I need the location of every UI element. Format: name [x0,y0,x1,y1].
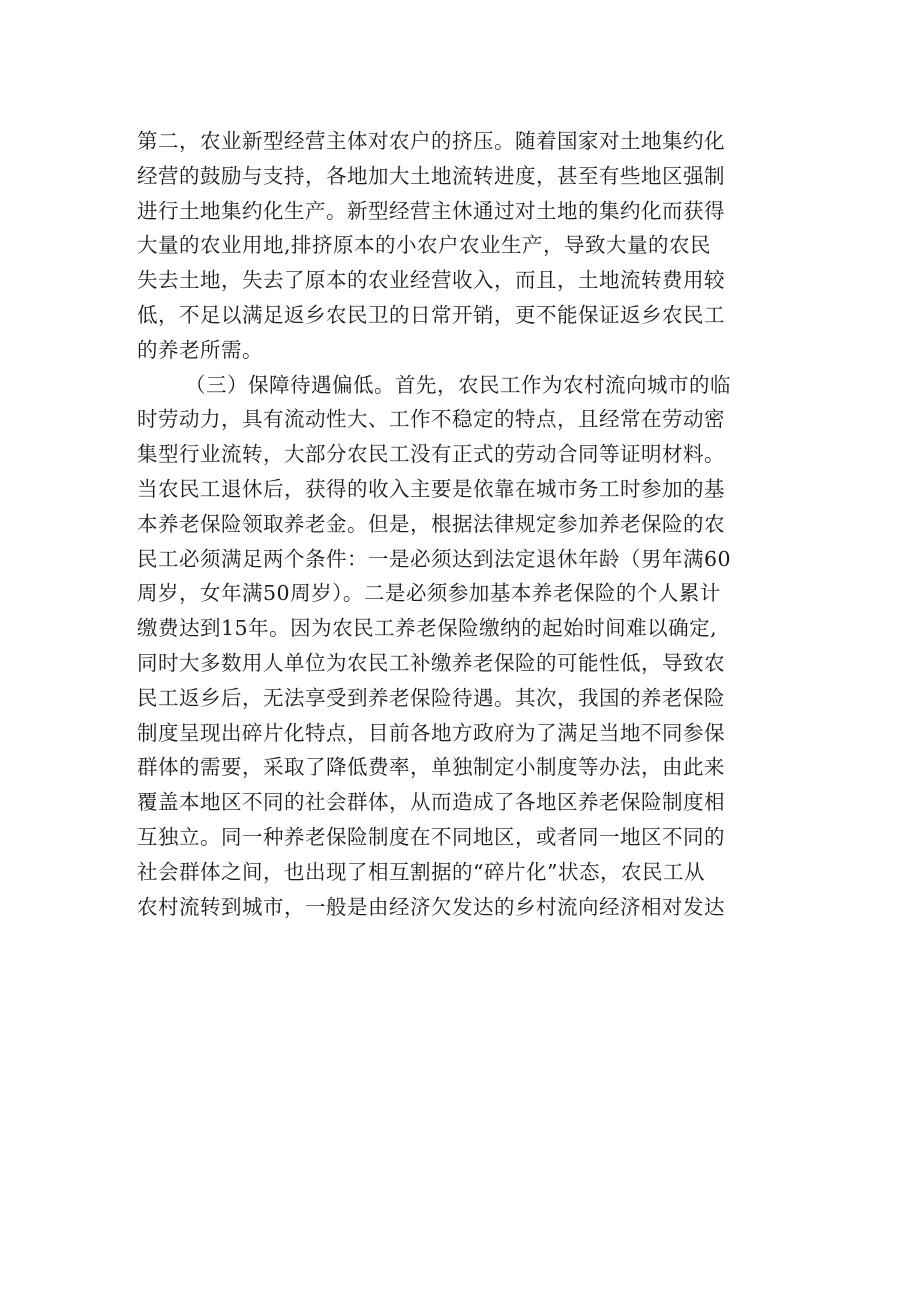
text-line: 民工必须满足两个条件：一是必须达到法定退休年龄（男年满60 [137,546,732,571]
section-heading-line: （三）保障待遇偏低。首先，农民工作为农村流向城市的临 [185,372,731,397]
text-line: 第二，农业新型经营主体对农户的挤压。随着国家对土地集约化 [137,129,725,153]
text-line: 周岁，女年满50周岁）。二是必须参加基本养老保险的个人累计 [137,581,721,606]
text-line: 社会群体之间，也出现了相互割据的“碎片化”状态，农民工从 [137,859,705,884]
text-line: 同时大多数用人单位为农民工补缴养老保险的可能性低，导致农 [137,650,725,675]
text-line: 群体的需要，采取了降低费率，单独制定小制度等办法，由此来 [137,755,725,780]
text-line: 的养老所需。 [137,337,263,362]
text-line: 当农民工退休后，获得的收入主要是依靠在城市务工时参加的基 [137,476,725,501]
text-line: 制度呈现出碎片化特点，目前各地方政府为了满足当地不同参保 [137,720,725,745]
text-line: 经营的鼓励与支持，各地加大土地流转进度，甚至有些地区强制 [137,163,725,188]
text-line: 缴费达到15年。因为农民工养老保险缴纳的起始时间难以确定, [137,616,718,641]
text-line: 进行土地集约化生产。新型经营主休通过对土地的集约化而获得 [137,198,725,223]
text-line: 时劳动力，具有流动性大、工作不稳定的特点，且经常在劳动密 [137,407,725,432]
text-line: 互独立。同一种养老保险制度在不同地区，或者同一地区不同的 [137,824,725,849]
text-line: 低，不足以满足返乡农民卫的日常开销，更不能保证返乡农民工 [137,302,725,327]
text-line: 农村流转到城市，一般是由经济欠发达的乡村流向经济相对发达 [137,894,725,919]
text-line: 大量的农业用地,排挤原本的小农户农业生产，导致大量的农民 [137,233,712,258]
body-text [137,124,817,924]
text-line: 集型行业流转，大部分农民工没有正式的劳动合同等证明材料。 [137,442,725,467]
text-line: 本养老保险领取养老金。但是，根据法律规定参加养老保险的农 [137,511,725,536]
text-line: 覆盖本地区不同的社会群体，从而造成了各地区养老保险制度相 [137,790,725,815]
text-line: 民工返乡后，无法享受到养老保险待遇。其次，我国的养老保险 [137,685,725,710]
text-line: 失去土地，失去了原本的农业经营收入，而且，土地流转费用较 [137,268,725,293]
